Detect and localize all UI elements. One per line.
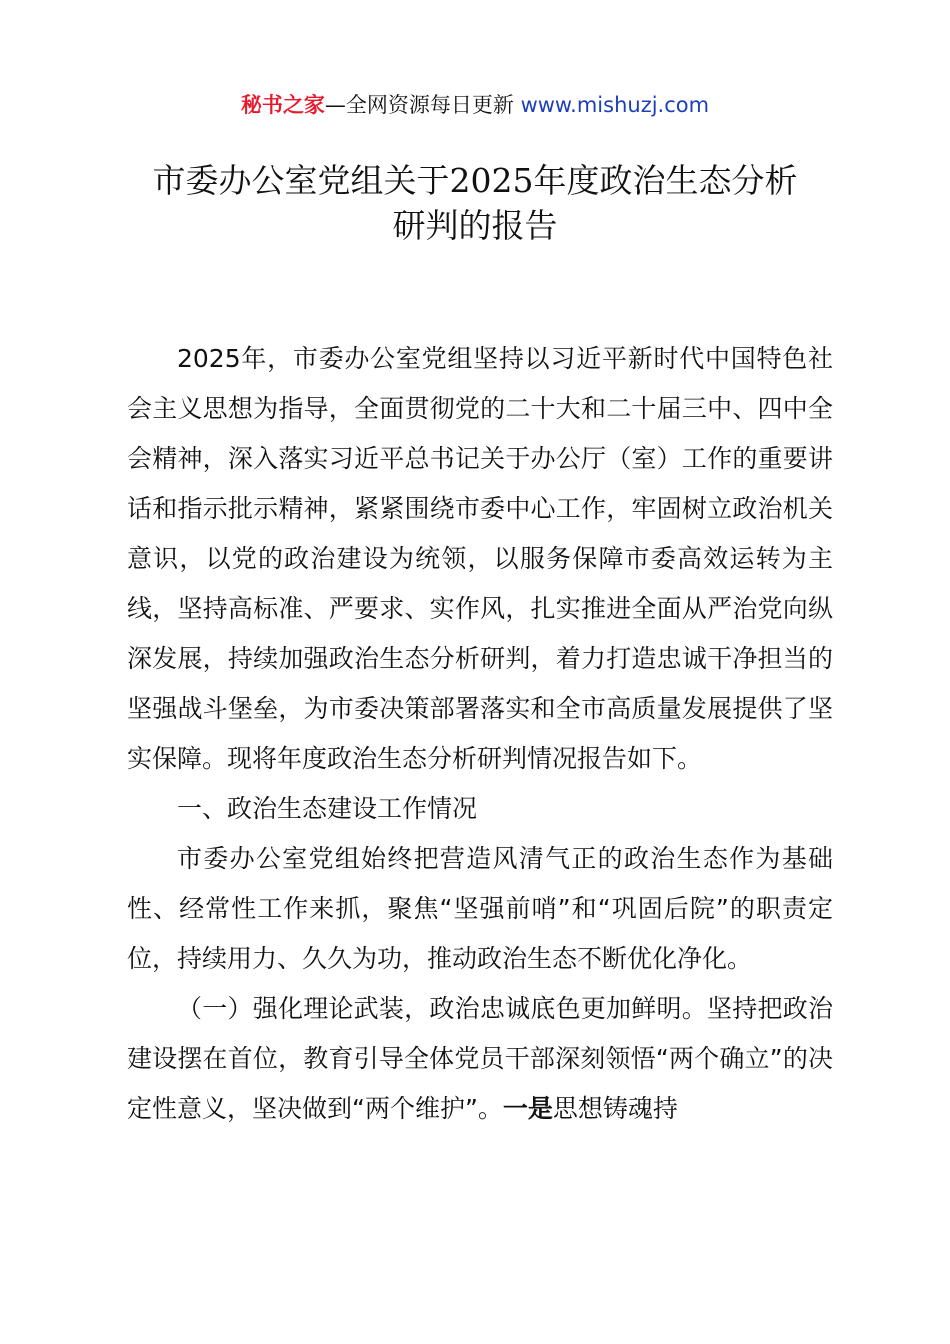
title-line-1: 市委办公室党组关于2025年度政治生态分析: [152, 161, 798, 200]
intro-paragraph: 2025年，市委办公室党组坚持以习近平新时代中国特色社会主义思想为指导，全面贯彻党的二十大和二十届三中、四中全会精神，深入落实习近平总书记关于办公厅（室）工作的重要讲话和指示批示精神，紧紧围绕市委中心工作，牢固树立政治机关意识，以党的政治建设为统领，以服务保障市委高效运转为主线，坚持高标准、严要求、实作风，扎实推进全面从严治党向纵深发展，持续加强政治生态分析研判，着力打造忠诚干净担当的坚强战斗堡垒，为市委决策部署落实和全市高质量发展提供了坚实保障。现将年度政治生态分析研判情况报告如下。: [127, 344, 833, 773]
subsection-bold-lead: 一是: [502, 1094, 553, 1123]
site-url-link[interactable]: www.mishuzj.com: [520, 93, 710, 117]
header-tagline: —全网资源每日更新: [324, 93, 521, 117]
document-body: [127, 334, 833, 1134]
brand-name: 秘书之家: [240, 93, 325, 117]
title-line-2: 研判的报告: [392, 206, 558, 245]
section-intro-paragraph: 市委办公室党组始终把营造风清气正的政治生态作为基础性、经常性工作来抓，聚焦“坚强前哨”和“巩固后院”的职责定位，持续用力、久久为功，推动政治生态不断优化净化。: [127, 844, 833, 973]
subsection-paragraph: [127, 984, 833, 1134]
section-heading: 一、政治生态建设工作情况: [177, 794, 478, 823]
document-title: [100, 158, 850, 248]
subsection-text: （一）强化理论武装，政治忠诚底色更加鲜明。坚持把政治建设摆在首位，教育引导全体党员干部深刻领悟“两个确立”的决定性意义，坚决做到“两个维护”。: [127, 994, 833, 1123]
site-header: [0, 90, 950, 120]
subsection-tail: 思想铸魂持: [552, 1094, 678, 1123]
